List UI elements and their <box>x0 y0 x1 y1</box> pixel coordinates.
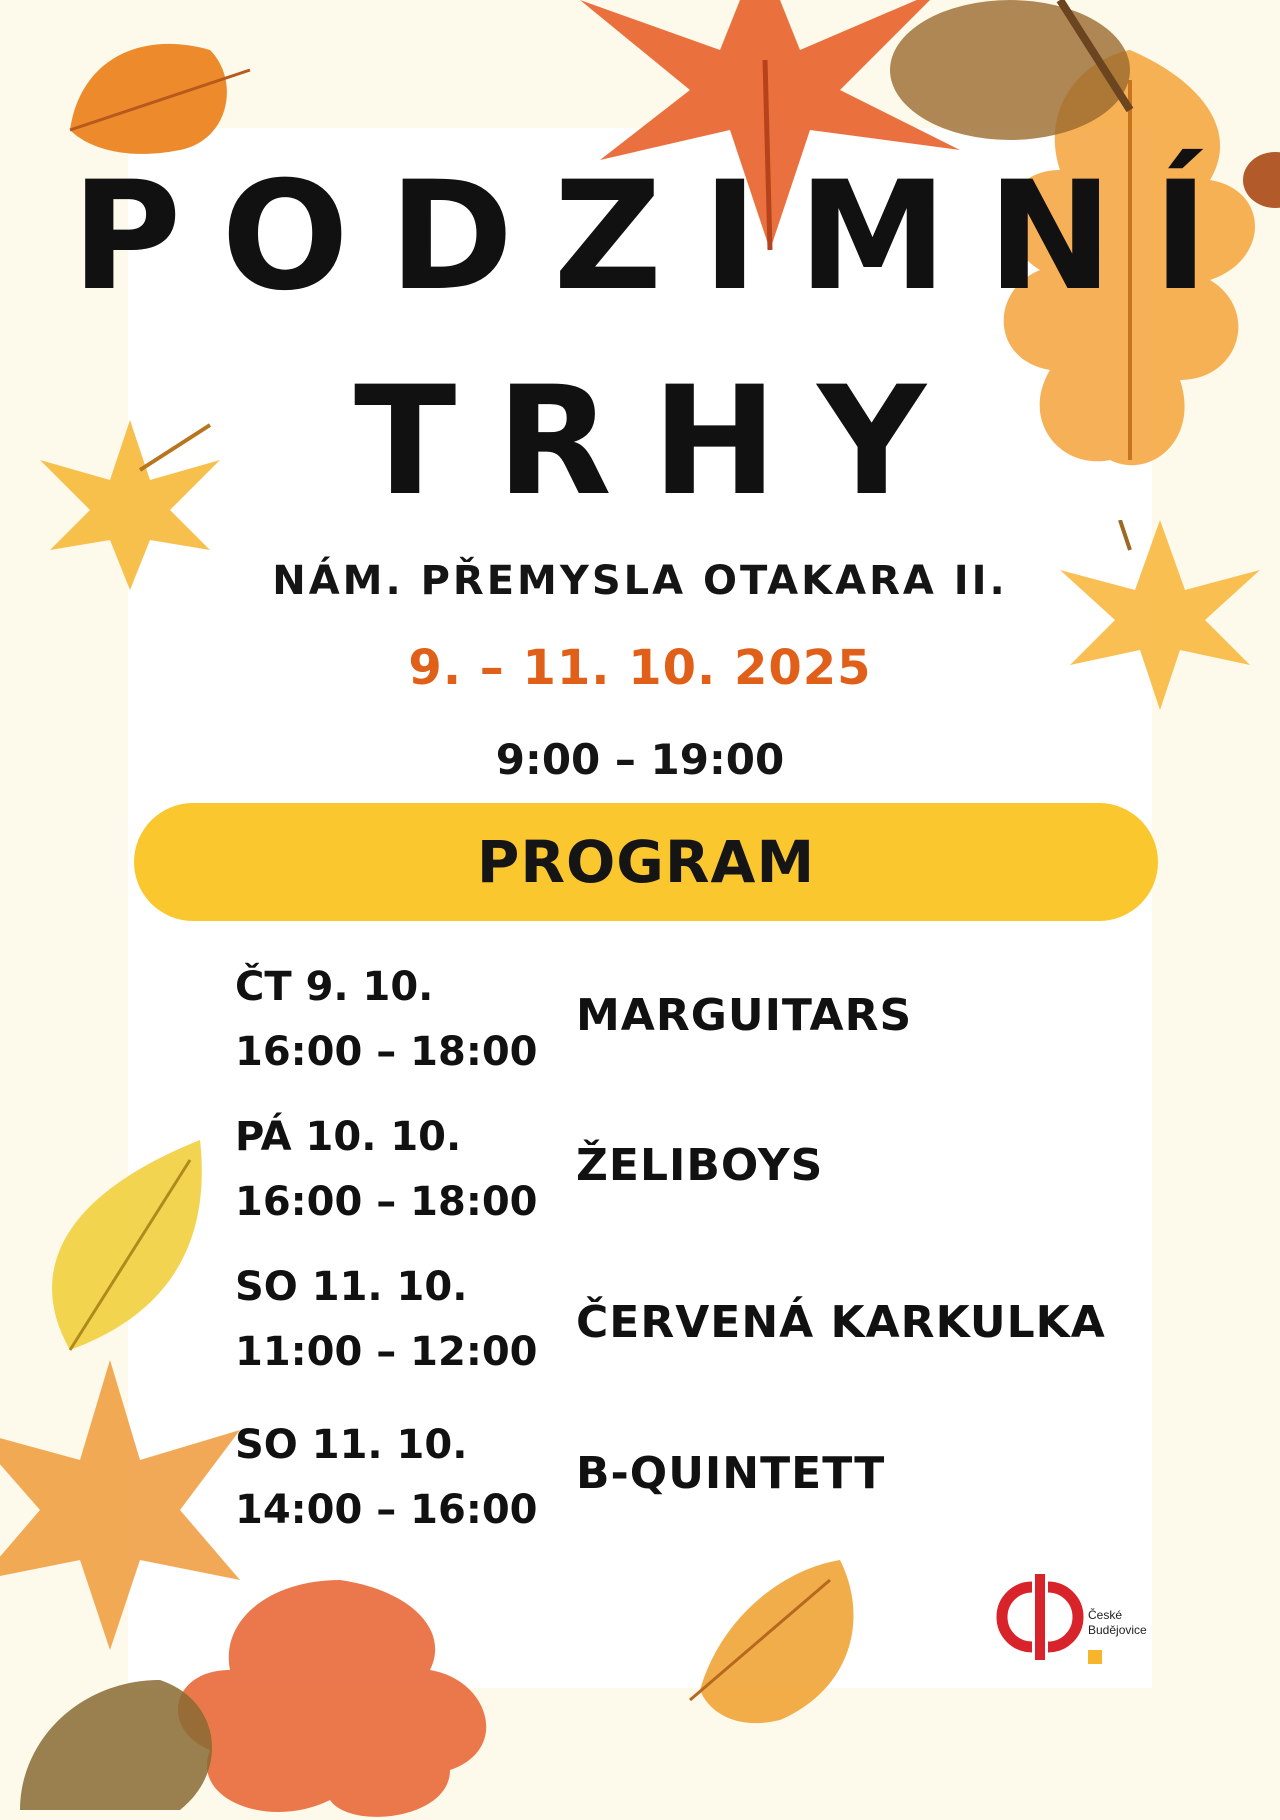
poster-title-line1: PODZIMNÍ <box>71 150 1249 324</box>
program-label: PROGRAM <box>476 828 816 896</box>
schedule-time: 16:00 – 18:00 <box>235 1029 538 1075</box>
logo-line1: České <box>1088 1608 1123 1622</box>
logo-line2: Budějovice <box>1088 1623 1147 1637</box>
schedule-day: SO 11. 10. <box>235 1264 468 1310</box>
schedule-time: 16:00 – 18:00 <box>235 1179 538 1225</box>
schedule-day: PÁ 10. 10. <box>235 1114 462 1160</box>
brown-leaf-topright-icon <box>880 0 1140 170</box>
schedule-time: 14:00 – 16:00 <box>235 1487 538 1533</box>
brown-oak-bottom-icon <box>0 1660 240 1820</box>
schedule-act: MARGUITARS <box>576 990 913 1041</box>
program-banner <box>134 803 1158 921</box>
logo-text <box>1088 1608 1147 1638</box>
schedule-day: SO 11. 10. <box>235 1422 468 1468</box>
location-text: NÁM. PŘEMYSLA OTAKARA II. <box>272 558 1008 604</box>
orange-leaf-bottom-icon <box>680 1530 880 1730</box>
poster-title-line2: TRHY <box>354 355 966 529</box>
schedule-act: ŽELIBOYS <box>576 1140 824 1191</box>
schedule-act: B-QUINTETT <box>576 1448 886 1499</box>
schedule-act: ČERVENÁ KARKULKA <box>576 1297 1106 1348</box>
opening-hours-text: 9:00 – 19:00 <box>495 735 785 784</box>
logo-square-icon <box>1088 1650 1102 1664</box>
schedule-time: 11:00 – 12:00 <box>235 1329 538 1375</box>
orange-leaf-topleft-icon <box>60 20 260 160</box>
yellow-leaf-left-icon <box>30 1140 210 1360</box>
schedule-day: ČT 9. 10. <box>235 964 434 1010</box>
dates-text: 9. – 11. 10. 2025 <box>408 640 872 696</box>
